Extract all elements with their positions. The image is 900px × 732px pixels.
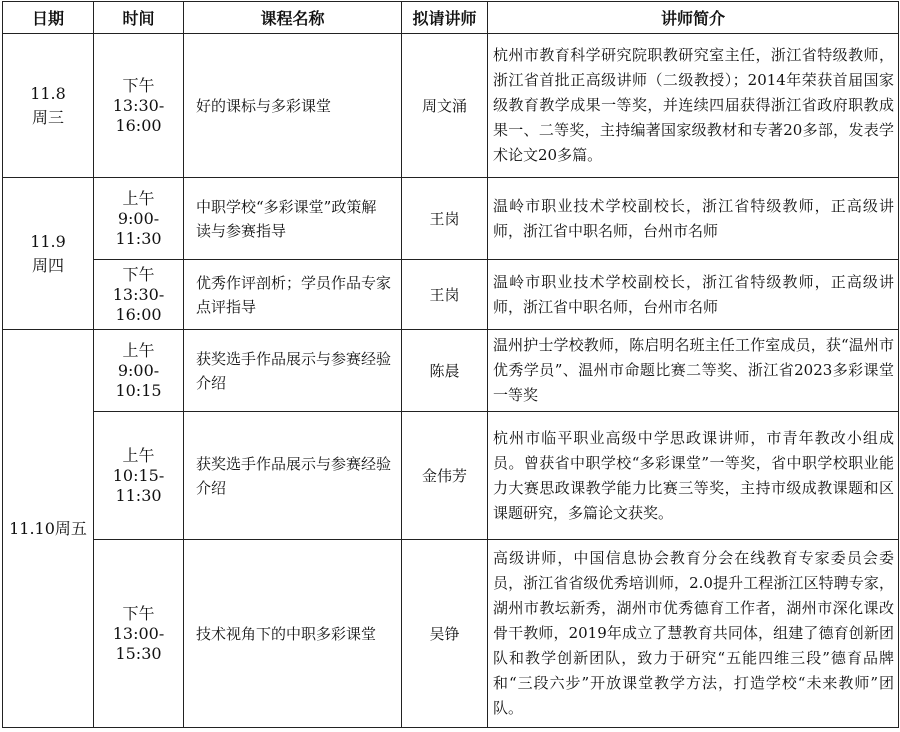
table-row (3, 178, 899, 260)
date-value: 11.10周五 (9, 518, 87, 538)
course-name-cell: 好的课标与多彩课堂 (184, 34, 402, 178)
header-time: 时间 (94, 2, 184, 34)
time-value: 下午 13:00- 15:30 (112, 603, 165, 663)
lecturer-cell: 周文涌 (402, 34, 488, 178)
time-value: 上午 9:00- 11:30 (115, 188, 162, 248)
course-name-cell: 中职学校“多彩课堂”政策解读与参赛指导 (184, 178, 402, 260)
lecturer-cell: 王岗 (402, 260, 488, 330)
date-value: 11.9 周四 (30, 231, 66, 275)
time-cell (94, 540, 184, 728)
time-cell (94, 330, 184, 412)
table-row (3, 34, 899, 178)
table-row (3, 330, 899, 412)
date-cell (3, 178, 94, 330)
date-cell (3, 330, 94, 728)
time-value: 上午 9:00- 10:15 (115, 340, 162, 400)
course-name-cell: 优秀作评剖析；学员作品专家点评指导 (184, 260, 402, 330)
time-cell (94, 34, 184, 178)
lecturer-bio-cell: 杭州市临平职业高级中学思政课讲师，市青年教改小组成员。曾获省中职学校“多彩课堂”一等奖，省中职学校职业能力大赛思政课教学能力比赛三等奖，主持市级成教课题和区课题研究，多篇论文获奖。 (488, 412, 899, 540)
table-row (3, 540, 899, 728)
lecturer-bio-cell: 温岭市职业技术学校副校长，浙江省特级教师，正高级讲师，浙江省中职名师，台州市名师 (488, 260, 899, 330)
table-row (3, 260, 899, 330)
time-cell (94, 178, 184, 260)
lecturer-bio-cell: 温州护士学校教师，陈启明名班主任工作室成员，获“温州市优秀学员”、温州市命题比赛二等奖、浙江省2023多彩课堂一等奖 (488, 330, 899, 412)
course-schedule-table (2, 1, 899, 728)
header-lecturer: 拟请讲师 (402, 2, 488, 34)
table-row (3, 412, 899, 540)
course-name-cell: 获奖选手作品展示与参赛经验介绍 (184, 330, 402, 412)
lecturer-bio-cell: 高级讲师，中国信息协会教育分会在线教育专家委员会委员，浙江省省级优秀培训师，2.0提升工程浙江区特聘专家，湖州市教坛新秀，湖州市优秀德育工作者，湖州市深化课改骨干教师，2019年成立了慧教育共同体，组建了德育创新团队和教学创新团队，致力于研究“五能四维三段”德育品牌和“三段六步”开放课堂教学方法，打造学校“未来教师”团队。 (488, 540, 899, 728)
time-value: 下午 13:30- 16:00 (112, 264, 165, 324)
time-value: 下午 13:30- 16:00 (112, 75, 165, 135)
time-cell (94, 260, 184, 330)
time-value: 上午 10:15- 11:30 (112, 445, 165, 505)
lecturer-cell: 金伟芳 (402, 412, 488, 540)
header-course-name: 课程名称 (184, 2, 402, 34)
header-date: 日期 (3, 2, 94, 34)
course-name-cell: 获奖选手作品展示与参赛经验介绍 (184, 412, 402, 540)
time-cell (94, 412, 184, 540)
course-name-cell: 技术视角下的中职多彩课堂 (184, 540, 402, 728)
lecturer-bio-cell: 杭州市教育科学研究院职教研究室主任，浙江省特级教师，浙江省首批正高级讲师（二级教授）；2014年荣获首届国家级教育教学成果一等奖，并连续四届获得浙江省政府职教成果一、二等奖，主持编著国家级教材和专著20多部，发表学术论文20多篇。 (488, 34, 899, 178)
lecturer-cell: 吴铮 (402, 540, 488, 728)
lecturer-cell: 陈晨 (402, 330, 488, 412)
date-cell (3, 34, 94, 178)
table-header-row (3, 2, 899, 34)
date-value: 11.8 周三 (30, 83, 66, 127)
header-lecturer-bio: 讲师简介 (488, 2, 899, 34)
lecturer-bio-cell: 温岭市职业技术学校副校长，浙江省特级教师，正高级讲师，浙江省中职名师，台州市名师 (488, 178, 899, 260)
lecturer-cell: 王岗 (402, 178, 488, 260)
